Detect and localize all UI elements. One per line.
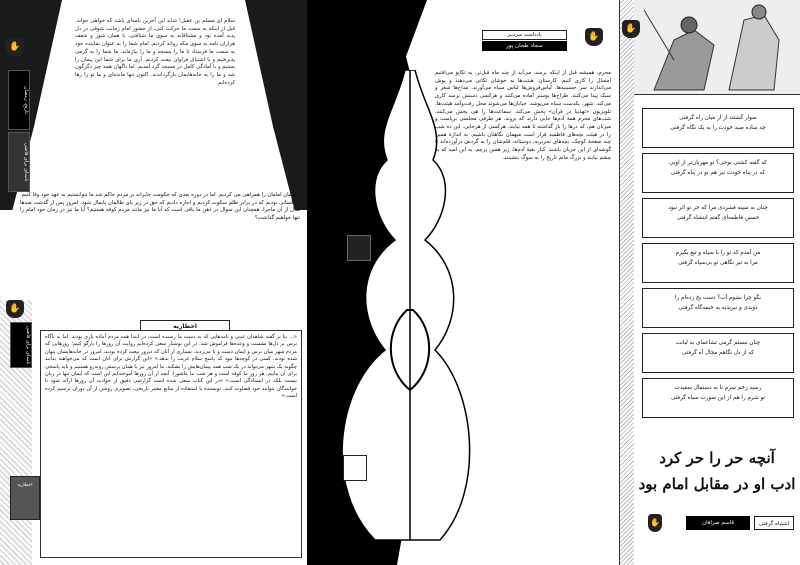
page-badge: تاریخ، رمضان [8, 70, 30, 130]
hand-emblem-icon: ✋ [6, 38, 24, 56]
hand-emblem-icon: ✋ [648, 514, 662, 532]
article-continuation: خودمان امامان را همراهی می کردیم. اما در دوره بعدی که حکومت جابرانه بر مردم حاکم شد ما نتوانستیم به عهد خود وفا کنیم. ما کسانی بودیم که در برابر ظلم سکوت کردیم و اجازه دادیم که حق در زیر پای ظالمان پایمال شود. امروز پس از گذشت صدها سال از آن ماجرا، همچنان این سوال در ذهن ما باقی است که آیا ما نیز مانند مردم کوفه هستیم؟ آیا ما نیز در زمان خود امام را تنها خواهیم گذاشت؟ [20, 192, 300, 222]
hand-emblem-icon: ✋ [6, 300, 24, 318]
calligraphy-line-1: آنچه حر را حر کرد [659, 449, 775, 467]
decorative-stripe [620, 0, 634, 565]
poem-couplet-6: چنان نبستم گرمی تشاعمای به لبانت که از دل نگاهم مجال آه گرفتی [642, 333, 794, 373]
calligraphy-line-2: ادب او در مقابل امام بود [638, 475, 796, 493]
calligraphy-quote [638, 445, 796, 507]
excerpt-text: «... بنا بر گفته شاهدان عینی و نامه‌هایی که به دست ما رسیده است، در ابتدا همه مردم آماده یاری بودند. اما به ناگاه ترس بر دل‌ها نشست و وعده‌ها فراموش شد. در این نوشتار سعی کرده‌ایم روایت آن روزها را بازگو کنیم؛ روزهایی که مردم شهر میان ترس و ایمان دست و پا می‌زدند. بسیاری از آنان که دیروز بیعت کرده بودند، امروز در خانه‌هایشان پنهان شده بودند. کسی در کوچه‌ها نبود که پاسخ سلام غریب را بدهد.» «این گزارش برای آنان است که می‌خواهند بدانند چگونه یک شهر می‌تواند در یک شب همه پیمان‌هایش را بشکند. ما امروز نیز با همان پرسش روبه‌رو هستیم و باید پاسخی برای آن بیابیم. هر روز ما کوفه است و هر شب ما عاشورا. آنچه از آن روزها آموخته‌ایم این است که ایمان تنها در زبان نیست بلکه در ایستادگی است.» «در این کتاب سعی شده است گزارشی دقیق از حوادث آن روزها ارائه شود تا خوانندگان بتوانند خود قضاوت کنند. نویسنده با استفاده از منابع معتبر تاریخی، تصویری روشن از آن دوران ترسیم کرده است.» [45, 334, 297, 400]
poem-couplet-5: بگو چرا نشوم آب؟ دست بخ زده‌ام را دوبدی و نبریدیه به خیمه‌گاه گرفتی [642, 288, 794, 328]
flag-emblem-icon [343, 455, 367, 481]
poem-title: اشتباه گرفتی [754, 516, 794, 530]
author-name: سجاد طحان پور [482, 41, 567, 51]
excerpt-box [40, 330, 302, 558]
poet-name: قاسم صرافان [686, 516, 750, 530]
hand-emblem-icon: ✋ [622, 20, 640, 38]
middle-page [307, 0, 619, 565]
editorial-text: محرم، همیشه قبل از اینکه برسد، می‌آید از چند ماه قبل‌تر، به تکاپو می‌افتیم امسال را کاری کنیم. کارستان. هیئت‌ها به خوشان تکانی می‌دهند و پوش می‌اندازند سر حسینیه‌ها. لباس‌فروش‌ها لباس سیاه می‌آورند. مداح‌ها شعر و سبک پیدا می‌کنند. طراح‌ها پوستر آماده می‌کنند و هرکسی دستش برسد کاری می‌کند. شهر، یکدست سیاه می‌پوشد. خیابان‌ها می‌شوند محل رفت‌وآمد هیئت‌ها. تلویزیون «تهذیبا در قرآن» پخش می‌کند. سماعت‌ها را هی پخش می‌کنند. شب‌های محرم همهٔ آدم‌ها جایی دارند که بروند. هر طرفی مجلسی برپاست و میزبان هم، که درها را باز گذاشته تا همه بیایند. هرکسی از هرجایی. این ده شب را در هیئت بچه‌های فاطمیه قرار است میهمان نگاهتان باشیم. به اندازهٔ همین چند صفحهٔ کوچک، بچه‌های تحریریه، دوستانه، قلم‌شان را به گردش درآورده‌اند تا گوشه‌ای از این جریان باشند. کنار بقیهٔ آدم‌ها، زیر همین پرچم. به این امید که به چشم بیایند و بزرگ ماتم تاریخ را به سوگ بنشینند. [435, 70, 611, 161]
flag-emblem-icon [347, 235, 371, 261]
book-cover: اخطاریه [10, 476, 40, 520]
author-tag [482, 30, 567, 52]
illustration [634, 0, 800, 95]
poem-couplet-4: من آمدم که تو را با سپاه و تیغ بگیرم مرا به تیر نگاهی تو بی‌سپاه گرفتی [642, 243, 794, 283]
poem-couplet-3: چنان به سینه فشردی مرا که جز تو اثر نبود حسین فاطمه‌ای گفتم انتشاه گرفتی [642, 198, 794, 238]
poem-couplet-2: که گفته کشتی نوحی؟ تو مهربان‌تر از اویی که در پناه خودت نیز هم تو در پناه گرفتی [642, 153, 794, 193]
section-title: اخطاریه [140, 320, 230, 332]
left-page [0, 0, 307, 565]
poem-couplet-7: رسید زخم سرم تا به دستمال سفیدت تو شرم را هم از این صورت سیاه گرفتی [642, 378, 794, 418]
author-label: یادداشت سردبیر [482, 30, 567, 40]
poem-credit [642, 512, 794, 534]
page-badge-title: نامه‌ای برای قاضی [8, 132, 30, 192]
hand-emblem-icon: ✋ [585, 28, 603, 46]
side-badge: نامه‌ای برای قاضی [10, 322, 32, 368]
letter-text: سلام ای مسلم بن عقیل! شاید این آخرین نامه‌ای باشد که خواهی خواند. قبل از اینکه به سمت ما حرکت کنی، از حضور امام زمانت شوقی در دل پدید آمده بود و مشتاقانه به سوی ما شتافتی. با همان شور و شعف هزاران نامه به سوی مکه روانه کردیم. امام شما را به عنوان نماینده خود به سمت ما فرستاد تا ما را بسنجد و ما را بیازماید. ما شما را به گرمی پذیرفتیم و با اشتیاق فراوان بیعت کردیم. آری ما برای شما این پیمان را بستیم و با آمادگی کامل در مسجد گرد آمدیم. اما ناگهان همه چیز دگرگون شد و ما را به خانه‌هایمان بازگرداندند. اکنون تنها مانده‌ای و ما تو را رها کرده‌ایم. [75, 18, 235, 86]
poem-couplet-1: سوار گشتند از از میان راه گرفتی چه ساده صید خودت را به یک نگاه گرفتی [642, 108, 794, 148]
horseman-illustration [634, 0, 800, 95]
right-curtain [245, 0, 307, 210]
right-page [619, 0, 800, 565]
